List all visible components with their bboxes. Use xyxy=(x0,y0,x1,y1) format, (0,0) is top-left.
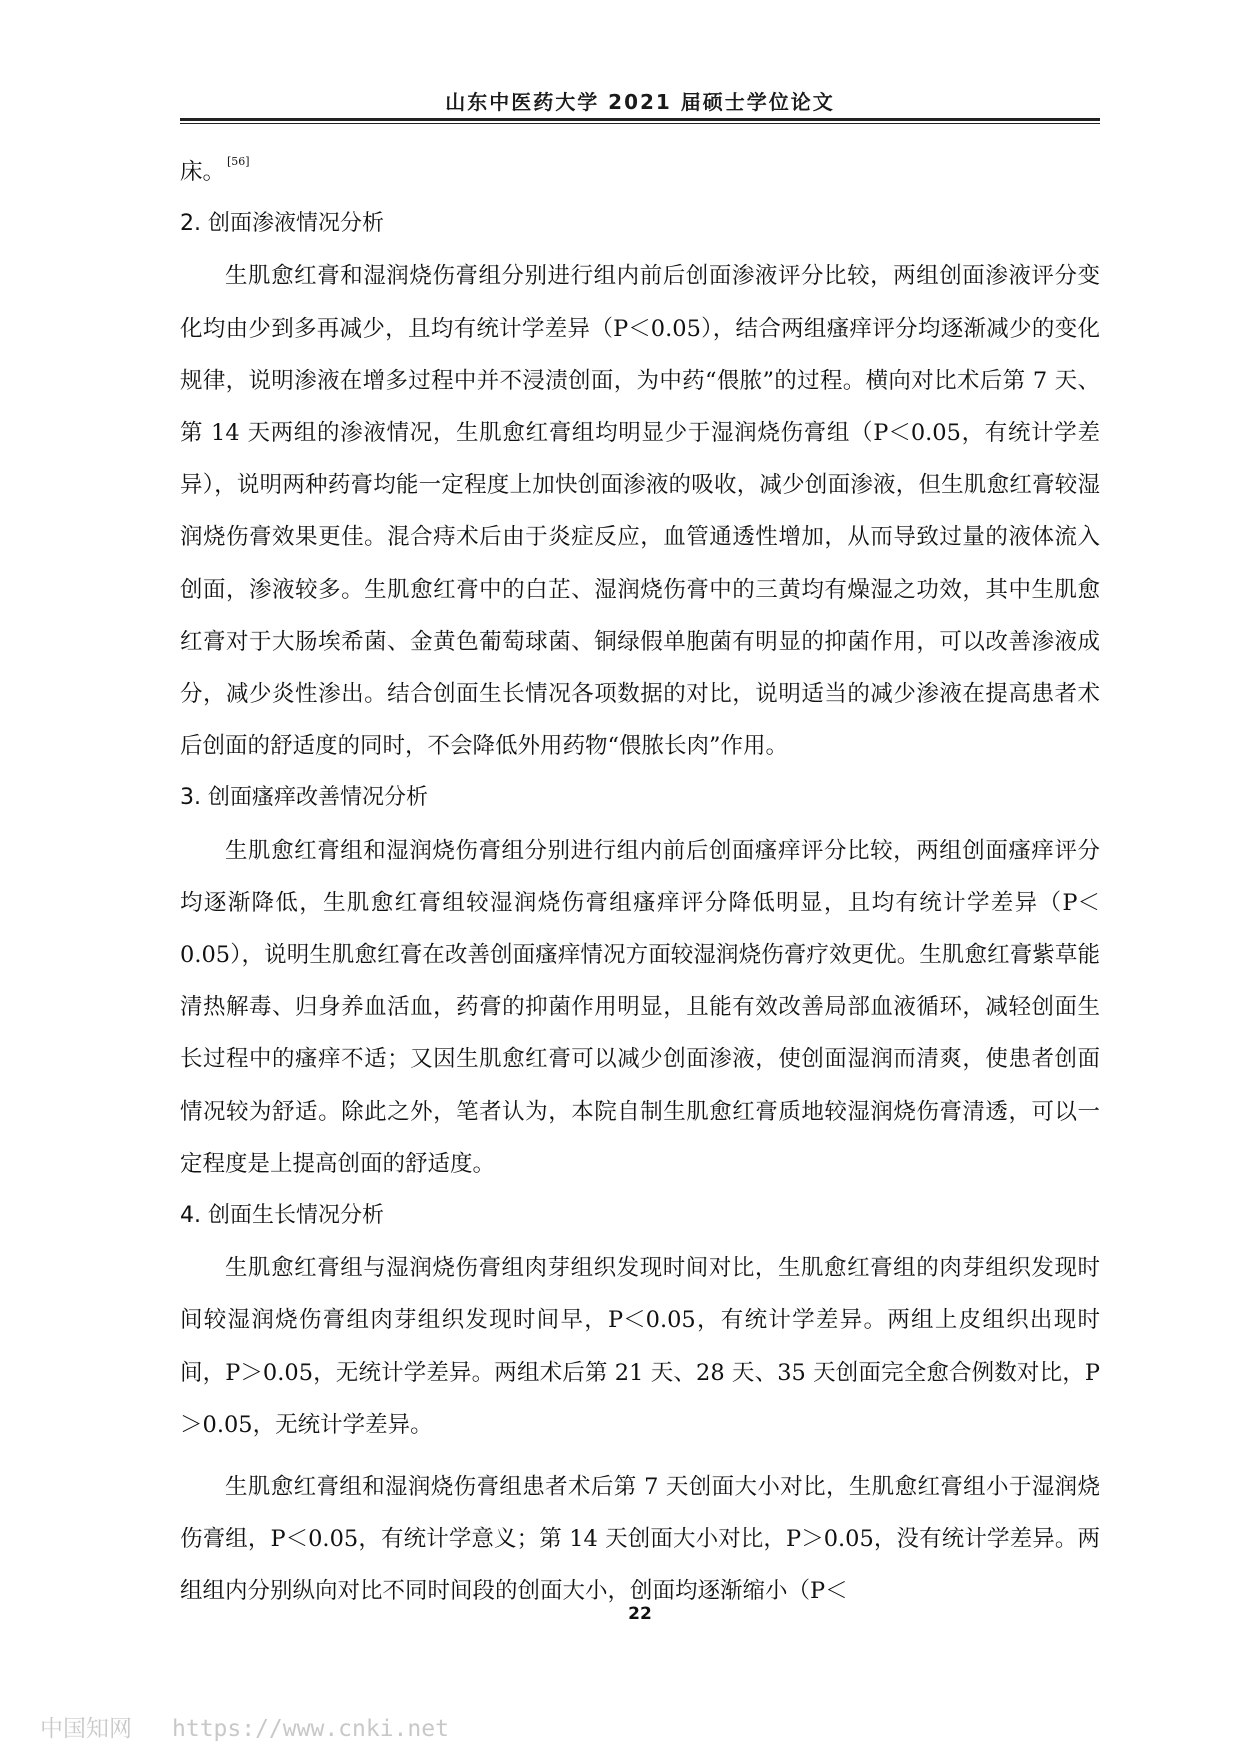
watermark-logo: 中国知网 xyxy=(40,1716,132,1742)
paragraph-growth: 生肌愈红膏组与湿润烧伤膏组肉芽组织发现时间对比，生肌愈红膏组的肉芽组织发现时间较湿润烧伤膏组肉芽组织发现时间早，P＜0.05，有统计学差异。两组上皮组织出现时间，P＞0.05，无统计学差异。两组术后第 21 天、28 天、35 天创面完全愈合例数对比，P＞0.05，无统计学差异。 xyxy=(180,1255,1100,1438)
page-number: 22 xyxy=(628,1604,652,1624)
running-header: 山东中医药大学 2021 届硕士学位论文 xyxy=(445,90,835,114)
page-body xyxy=(180,146,1100,1618)
section-heading-2: 2. 创面渗液情况分析 xyxy=(180,211,384,237)
section-heading-3: 3. 创面瘙痒改善情况分析 xyxy=(180,785,428,811)
paragraph-continuation xyxy=(180,146,1100,198)
paragraph-exudate: 生肌愈红膏和湿润烧伤膏组分别进行组内前后创面渗液评分比较，两组创面渗液评分变化均由少到多再减少，且均有统计学差异（P＜0.05），结合两组瘙痒评分均逐渐减少的变化规律，说明渗液在增多过程中并不浸渍创面，为中药“偎脓”的过程。横向对比术后第 7 天、第 14 天两组的渗液情况，生肌愈红膏组均明显少于湿润烧伤膏组（P＜0.05，有统计学差异），说明两种药膏均能一定程度上加快创面渗液的吸收，减少创面渗液，但生肌愈红膏较湿润烧伤膏效果更佳。混合痔术后由于炎症反应，血管通透性增加，从而导致过量的液体流入创面，渗液较多。生肌愈红膏中的白芷、湿润烧伤膏中的三黄均有燥湿之功效，其中生肌愈红膏对于大肠埃希菌、金黄色葡萄球菌、铜绿假单胞菌有明显的抑菌作用，可以改善渗液成分，减少炎性渗出。结合创面生长情况各项数据的对比，说明适当的减少渗液在提高患者术后创面的舒适度的同时，不会降低外用药物“偎脓长肉”作用。 xyxy=(180,263,1100,760)
paragraph-text: 床。 xyxy=(180,159,226,185)
paragraph-itching: 生肌愈红膏组和湿润烧伤膏组分别进行组内前后创面瘙痒评分比较，两组创面瘙痒评分均逐渐降低，生肌愈红膏组较湿润烧伤膏组瘙痒评分降低明显，且均有统计学差异（P＜0.05），说明生肌愈红膏在改善创面瘙痒情况方面较湿润烧伤膏疗效更优。生肌愈红膏紫草能清热解毒、归身养血活血，药膏的抑菌作用明显，且能有效改善局部血液循环，减轻创面生长过程中的瘙痒不适；又因生肌愈红膏可以减少创面渗液，使创面湿润而清爽，使患者创面情况较为舒适。除此之外，笔者认为，本院自制生肌愈红膏质地较湿润烧伤膏清透，可以一定程度是上提高创面的舒适度。 xyxy=(180,837,1100,1177)
paragraph-wound-size: 生肌愈红膏组和湿润烧伤膏组患者术后第 7 天创面大小对比，生肌愈红膏组小于湿润烧伤膏组，P＜0.05，有统计学意义；第 14 天创面大小对比，P＞0.05，没有统计学差异。两组组内分别纵向对比不同时间段的创面大小，创面均逐渐缩小（P＜ xyxy=(180,1474,1100,1605)
cnki-watermark xyxy=(40,1710,449,1743)
section-heading-4: 4. 创面生长情况分析 xyxy=(180,1203,384,1229)
header-rule xyxy=(180,118,1100,124)
watermark-url: https://www.cnki.net xyxy=(172,1716,449,1742)
citation-marker: [56] xyxy=(227,155,250,168)
